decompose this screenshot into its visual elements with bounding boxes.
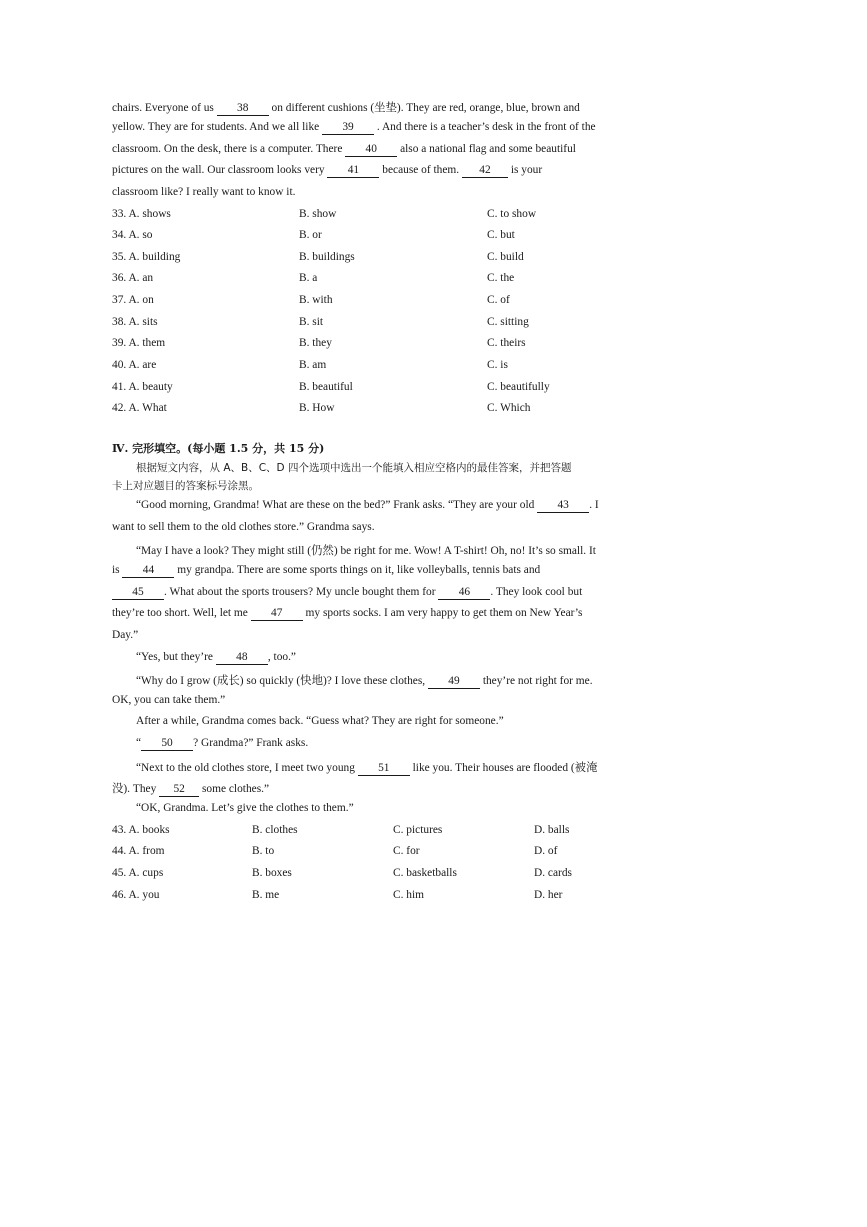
question-41-b: B. beautiful (299, 381, 353, 393)
question-46-d: D. her (534, 889, 563, 901)
question-43-c: C. pictures (393, 824, 443, 836)
blank-41: 41 (327, 165, 379, 178)
blank-49: 49 (428, 676, 480, 689)
question-38-a: 38. A. sits (112, 316, 158, 328)
question-41-c: C. beautifully (487, 381, 550, 393)
question-36-c: C. the (487, 272, 515, 284)
passage-line: “May I have a look? They might still (仍然) be right for me. Wow! A T-shirt! Oh, no! It’s so small. It (136, 545, 596, 557)
blank-48: 48 (216, 652, 268, 665)
passage-line: 没). They 52 some clothes.” (112, 783, 270, 795)
question-40-b: B. am (299, 359, 327, 371)
question-38-c: C. sitting (487, 316, 529, 328)
passage-line: “Next to the old clothes store, I meet two young 51 like you. Their houses are flooded (被淹 (136, 762, 598, 774)
question-34-b: B. or (299, 229, 322, 241)
question-36-a: 36. A. an (112, 272, 154, 284)
blank-51: 51 (358, 763, 410, 776)
passage-line: “Why do I grow (成长) so quickly (快地)? I love these clothes, 49 they’re not right for me. (136, 675, 593, 687)
passage-line: yellow. They are for students. And we all like 39 . And there is a teacher’s desk in the front of the (112, 121, 596, 133)
question-45-d: D. cards (534, 867, 572, 879)
passage-line: OK, you can take them.” (112, 694, 226, 706)
question-35-b: B. buildings (299, 251, 355, 263)
question-38-b: B. sit (299, 316, 324, 328)
question-37-c: C. of (487, 294, 510, 306)
blank-46: 46 (438, 587, 490, 600)
question-44-c: C. for (393, 845, 420, 857)
passage-line: chairs. Everyone of us 38 on different cushions (坐垫). They are red, orange, blue, brown and (112, 102, 580, 114)
question-46-b: B. me (252, 889, 280, 901)
blank-45: 45 (112, 587, 164, 600)
question-46-a: 46. A. you (112, 889, 160, 901)
question-37-a: 37. A. on (112, 294, 154, 306)
question-33-b: B. show (299, 208, 337, 220)
passage-line: “Good morning, Grandma! What are these on the bed?” Frank asks. “They are your old 43 . I (136, 499, 599, 511)
question-46-c: C. him (393, 889, 425, 901)
question-35-a: 35. A. building (112, 251, 181, 263)
section-title: Ⅳ. 完形填空。(每小题 1.5 分，共 15 分) (112, 442, 325, 455)
passage-line: classroom like? I really want to know it. (112, 186, 296, 198)
blank-44: 44 (122, 565, 174, 578)
passage-line: Day.” (112, 629, 139, 641)
question-44-a: 44. A. from (112, 845, 165, 857)
blank-52: 52 (159, 784, 199, 797)
question-34-c: C. but (487, 229, 515, 241)
passage-line: pictures on the wall. Our classroom looks very 41 because of them. 42 is your (112, 164, 543, 176)
passage-line: “Yes, but they’re 48 , too.” (136, 651, 296, 663)
question-43-b: B. clothes (252, 824, 298, 836)
question-39-a: 39. A. them (112, 337, 166, 349)
question-45-b: B. boxes (252, 867, 292, 879)
blank-50: 50 (141, 738, 193, 751)
passage-line: 45 . What about the sports trousers? My uncle bought them for 46 . They look cool but (112, 586, 582, 600)
blank-42: 42 (462, 165, 508, 178)
question-42-a: 42. A. What (112, 402, 167, 414)
blank-40: 40 (345, 144, 397, 157)
section-instructions: 根据短文内容，从 A、B、C、D 四个选项中选出一个能填入相应空格内的最佳答案，并把答题 (136, 462, 572, 474)
question-44-d: D. of (534, 845, 558, 857)
question-45-c: C. basketballs (393, 867, 457, 879)
blank-39: 39 (322, 122, 374, 135)
blank-47: 47 (251, 608, 303, 621)
question-44-b: B. to (252, 845, 275, 857)
question-37-b: B. with (299, 294, 333, 306)
question-42-b: B. How (299, 402, 335, 414)
question-43-d: D. balls (534, 824, 570, 836)
passage-line: After a while, Grandma comes back. “Guess what? They are right for someone.” (136, 715, 504, 727)
blank-43: 43 (537, 500, 589, 513)
passage-line: they’re too short. Well, let me 47 my sports socks. I am very happy to get them on New Year’s (112, 607, 583, 619)
blank-38: 38 (217, 103, 269, 116)
question-33-c: C. to show (487, 208, 537, 220)
question-41-a: 41. A. beauty (112, 381, 173, 393)
question-39-b: B. they (299, 337, 332, 349)
passage-line: “OK, Grandma. Let’s give the clothes to them.” (136, 802, 354, 814)
passage-line: classroom. On the desk, there is a computer. There 40 also a national flag and some beautiful (112, 143, 576, 155)
question-45-a: 45. A. cups (112, 867, 164, 879)
passage-line: is 44 my grandpa. There are some sports things on it, like volleyballs, tennis bats and (112, 564, 541, 576)
passage-line: “ 50 ? Grandma?” Frank asks. (136, 737, 309, 749)
question-34-a: 34. A. so (112, 229, 153, 241)
passage-line: want to sell them to the old clothes store.” Grandma says. (112, 521, 375, 533)
question-40-c: C. is (487, 359, 508, 371)
question-35-c: C. build (487, 251, 524, 263)
question-40-a: 40. A. are (112, 359, 157, 371)
section-instructions-cont: 卡上对应题目的答案标号涂黑。 (112, 480, 259, 492)
question-39-c: C. theirs (487, 337, 526, 349)
question-43-a: 43. A. books (112, 824, 170, 836)
question-36-b: B. a (299, 272, 318, 284)
question-33-a: 33. A. shows (112, 208, 171, 220)
question-42-c: C. Which (487, 402, 531, 414)
